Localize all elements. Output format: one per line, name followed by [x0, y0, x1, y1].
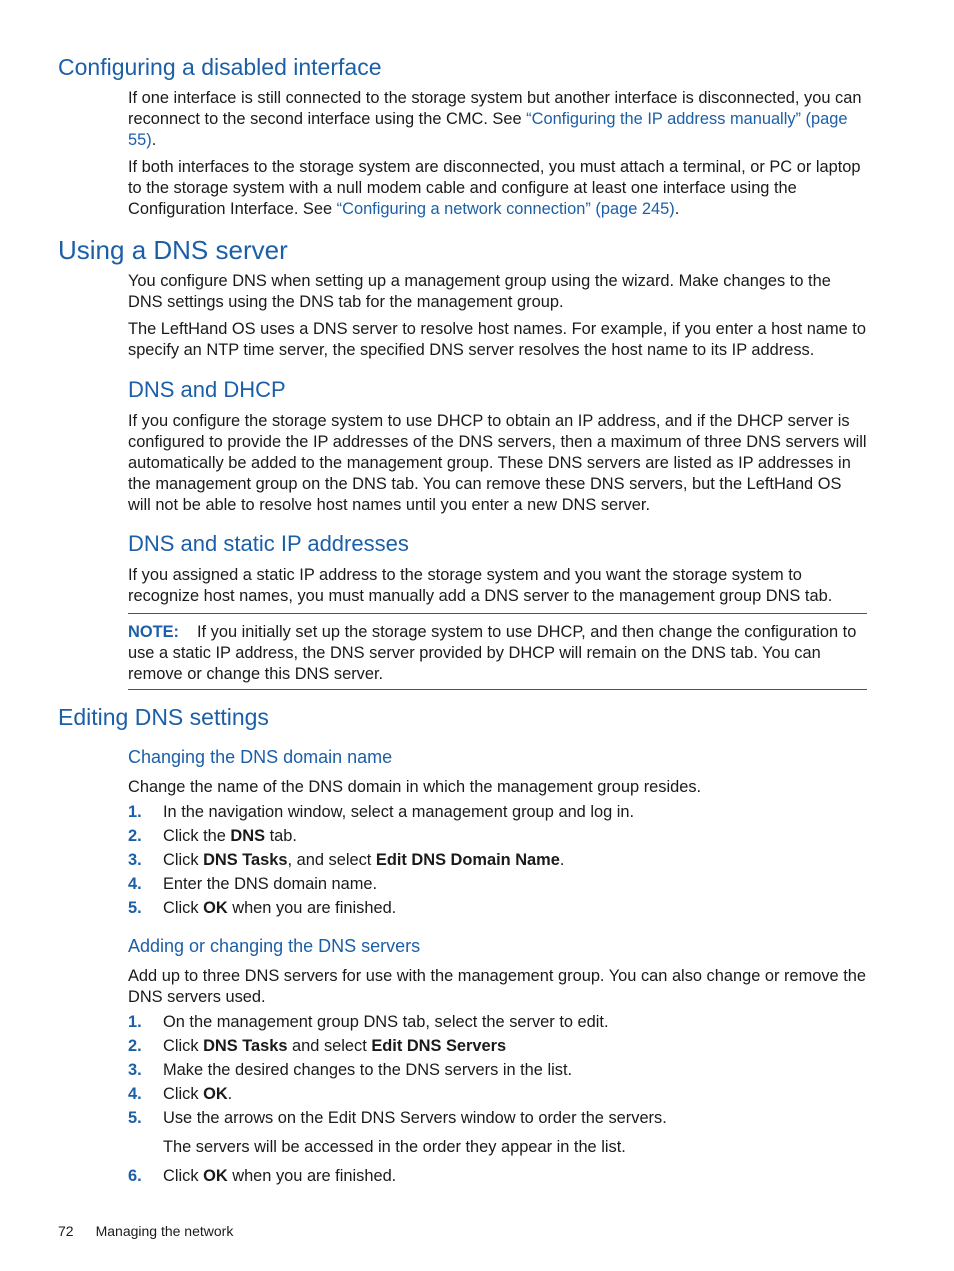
- step-number: 5.: [128, 1109, 142, 1127]
- note-text: If you initially set up the storage system to use DHCP, and then change the configuration to use a static IP address, the DNS server provided by DHCP will remain on the DNS tab. You can remove or change this DNS server.: [128, 623, 857, 683]
- paragraph-configure-dns: You configure DNS when setting up a management group using the wizard. Make changes to the DNS settings using the DNS tab for the management group.: [128, 272, 831, 311]
- step-number: 2.: [128, 1037, 142, 1055]
- list-item: [128, 1082, 868, 1106]
- ui-term: OK: [203, 899, 228, 917]
- paragraph-servers-intro: Add up to three DNS servers for use with the management group. You can also change or remove the DNS servers used.: [128, 967, 867, 1006]
- step-text: .: [227, 1085, 233, 1103]
- ui-term: Edit DNS Domain Name: [375, 851, 560, 869]
- step-number: 1.: [128, 1013, 142, 1031]
- list-item: [128, 824, 868, 848]
- heading-using-dns-server: Using a DNS server: [58, 235, 288, 265]
- heading-changing-domain-name: Changing the DNS domain name: [128, 747, 393, 767]
- list-item: [128, 1058, 868, 1082]
- paragraph-reconnect-interface: [128, 88, 868, 151]
- step-text: Enter the DNS domain name.: [163, 875, 378, 893]
- list-item-continuation: [128, 1135, 868, 1164]
- step-text: The servers will be accessed in the order they appear in the list.: [163, 1138, 626, 1156]
- step-number: 6.: [128, 1167, 142, 1185]
- note-block: [128, 622, 868, 685]
- link-configuring-ip-manually[interactable]: “Configuring the IP address manually” (page 55): [128, 110, 848, 149]
- paragraph-static-ip: If you assigned a static IP address to the storage system and you want the storage system to recognize host names, you must manually add a DNS server to the management group DNS tab.: [128, 566, 833, 605]
- step-number: 1.: [128, 803, 142, 821]
- list-item: [128, 872, 868, 896]
- note-top-rule: [128, 613, 867, 614]
- paragraph-domain-intro: Change the name of the DNS domain in which the management group resides.: [128, 778, 702, 796]
- ui-term: Edit DNS Servers: [371, 1037, 507, 1055]
- page-footer: [58, 1222, 233, 1240]
- step-text: tab.: [265, 827, 297, 845]
- ui-term: DNS: [230, 827, 266, 845]
- list-item: [128, 800, 868, 824]
- step-number: 3.: [128, 1061, 142, 1079]
- steps-domain-name: [128, 800, 868, 920]
- step-number: 3.: [128, 851, 142, 869]
- steps-dns-servers: [128, 1010, 868, 1188]
- paragraph-dns-dhcp: If you configure the storage system to use DHCP to obtain an IP address, and if the DHCP server is configured to provide the IP addresses of the DNS servers, then a maximum of three DNS servers will automatically be added to the management group. These DNS servers are listed as IP addresses in the management group on the DNS tab. You can remove these DNS servers, but the LeftHand OS will not be able to resolve host names until you enter a new DNS server.: [128, 412, 867, 514]
- step-text: In the navigation window, select a management group and log in.: [163, 803, 635, 821]
- chapter-title: Managing the network: [95, 1223, 234, 1239]
- ui-term: DNS Tasks: [203, 1037, 288, 1055]
- heading-editing-dns-settings: Editing DNS settings: [58, 704, 269, 730]
- paragraph-both-disconnected: [128, 157, 868, 220]
- step-number: 2.: [128, 827, 142, 845]
- heading-adding-dns-servers: Adding or changing the DNS servers: [128, 936, 421, 956]
- step-number: 4.: [128, 1085, 142, 1103]
- heading-dns-static-ip: DNS and static IP addresses: [128, 531, 409, 556]
- heading-dns-and-dhcp: DNS and DHCP: [128, 377, 286, 402]
- page-number: 72: [58, 1223, 74, 1239]
- step-text: when you are finished.: [227, 899, 397, 917]
- list-item: [128, 1106, 868, 1135]
- step-number: 5.: [128, 899, 142, 917]
- list-item: [128, 1164, 868, 1188]
- paragraph-end: .: [151, 131, 157, 149]
- note-label: NOTE:: [128, 623, 179, 641]
- step-text: Make the desired changes to the DNS servers in the list.: [163, 1061, 573, 1079]
- list-item: [128, 1010, 868, 1034]
- step-text: Click: [163, 851, 204, 869]
- paragraph-text: If one interface is still connected to the storage system but another interface is disconnected, you can reconnect to the second interface using the CMC. See: [128, 89, 862, 128]
- step-text: Click: [163, 1167, 204, 1185]
- ui-term: OK: [203, 1167, 228, 1185]
- step-text: Click: [163, 1085, 204, 1103]
- list-item: [128, 1034, 868, 1058]
- step-text: Click: [163, 899, 204, 917]
- heading-configuring-disabled-interface: Configuring a disabled interface: [58, 54, 382, 80]
- paragraph-lefthand-dns: The LeftHand OS uses a DNS server to resolve host names. For example, if you enter a host name to specify an NTP time server, the specified DNS server resolves the host name to its IP address.: [128, 320, 866, 359]
- step-text: when you are finished.: [227, 1167, 397, 1185]
- list-item: [128, 848, 868, 872]
- ui-term: DNS Tasks: [203, 851, 288, 869]
- note-bottom-rule: [128, 689, 867, 690]
- step-text: , and select: [287, 851, 376, 869]
- step-number: 4.: [128, 875, 142, 893]
- step-text: On the management group DNS tab, select the server to edit.: [163, 1013, 609, 1031]
- step-text: Click the: [163, 827, 231, 845]
- step-text: and select: [287, 1037, 372, 1055]
- list-item: [128, 896, 868, 920]
- step-text: Click: [163, 1037, 204, 1055]
- paragraph-end: .: [674, 200, 680, 218]
- paragraph-text: If both interfaces to the storage system are disconnected, you must attach a terminal, or PC or laptop to the storage system with a null modem cable and configure at least one interface using the Configuration Interface. See: [128, 158, 861, 218]
- ui-term: OK: [203, 1085, 228, 1103]
- step-text: Use the arrows on the Edit DNS Servers window to order the servers.: [163, 1109, 667, 1127]
- link-configuring-network-connection[interactable]: “Configuring a network connection” (page 245): [336, 200, 675, 218]
- step-text: .: [559, 851, 565, 869]
